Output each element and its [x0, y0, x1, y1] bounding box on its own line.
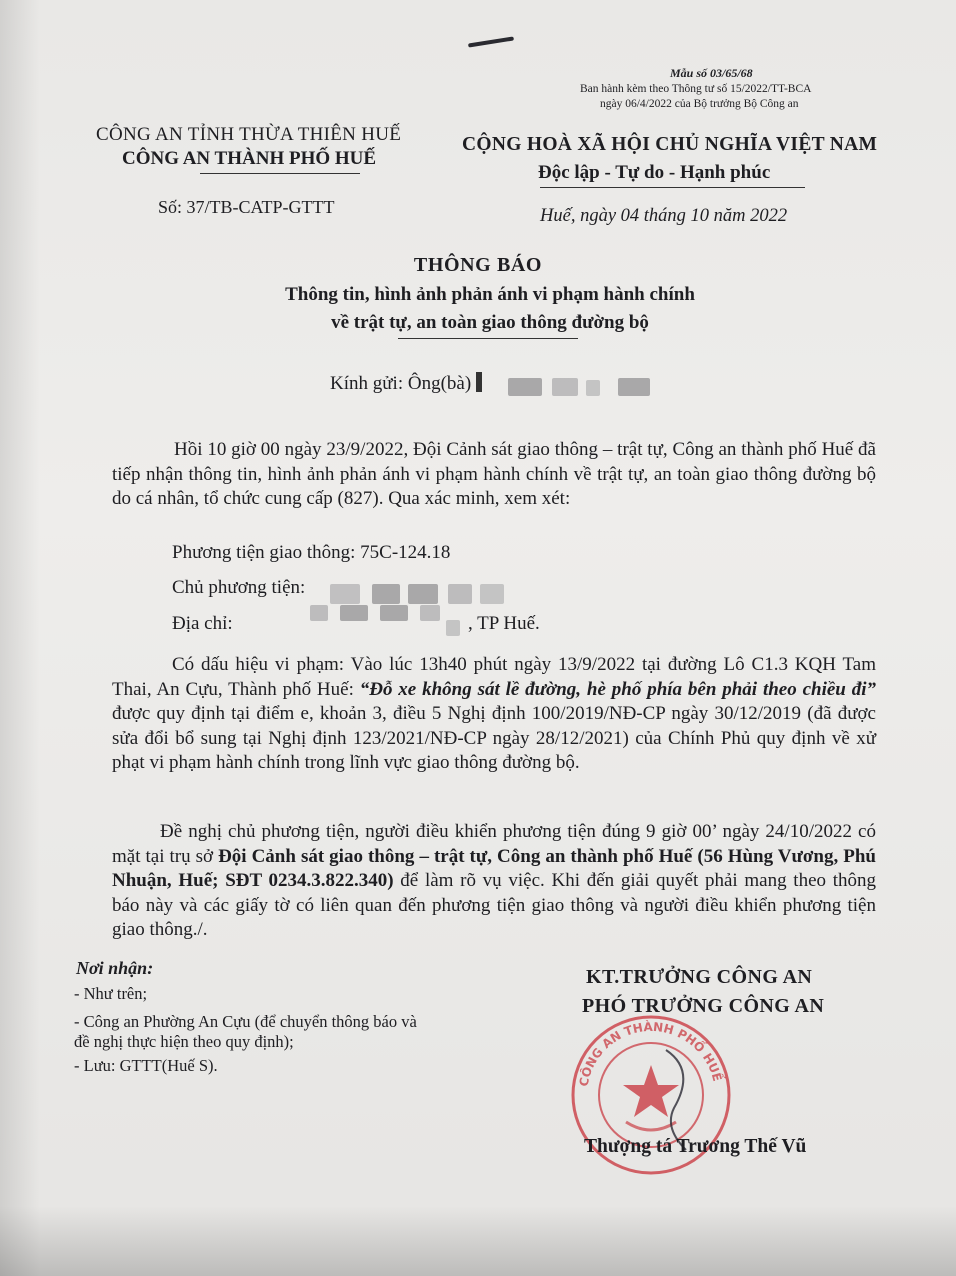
recipient-item: - Như trên;: [74, 984, 148, 1003]
violation-quote: “Đỗ xe không sát lề đường, hè phố phía bên phải theo chiều đi”: [359, 678, 876, 700]
greeting-line: [330, 372, 482, 395]
seal-text: CÔNG AN THÀNH PHỐ HUẾ: [576, 1019, 725, 1088]
motto-underline: [540, 187, 805, 188]
redaction-blur: [372, 584, 400, 604]
issuer-unit: CÔNG AN THÀNH PHỐ HUẾ: [122, 148, 377, 169]
paragraph-request: [112, 820, 876, 943]
seal-emblem-arc-icon: [626, 1122, 676, 1130]
redaction-blur: [310, 605, 328, 621]
request-text-a: Đề nghị chủ phương tiện, người điều khiển phương tiện đúng 9 giờ 00’ ngày 24/10/2022 có mặt tại trụ sở: [112, 821, 876, 867]
national-motto: Độc lập - Tự do - Hạnh phúc: [538, 162, 771, 183]
form-reference: [580, 82, 811, 112]
paragraph-intake: Hồi 10 giờ 00 ngày 23/9/2022, Đội Cảnh sát giao thông – trật tự, Công an thành phố Huế đã tiếp nhận thông tin, hình ảnh phản ánh vi phạm hành chính về trật tự, an toàn giao thông đường bộ do cá nhân, tổ chức cung cấp (827). Qua xác minh, xem xét:: [112, 439, 876, 509]
signature-title-1: KT.TRƯỞNG CÔNG AN: [586, 966, 813, 988]
violation-text-b: được quy định tại điểm e, khoản 3, điều 5 Nghị định 100/2019/NĐ-CP ngày 30/12/2019 (đã được sửa đổi bổ sung tại Nghị định 123/2021/NĐ-CP ngày 28/12/2021) của Chính Phủ quy định về xử phạt vi phạm hành chính trong lĩnh vực giao thông đường bộ.: [112, 703, 876, 773]
signer-name: Thượng tá Trương Thế Vũ: [584, 1136, 807, 1157]
redaction-blur: [480, 584, 504, 604]
redaction-blur: [508, 378, 542, 396]
document-date: Huế, ngày 04 tháng 10 năm 2022: [540, 206, 788, 226]
form-reference-line-2: ngày 06/4/2022 của Bộ trưởng Bộ Công an: [600, 98, 799, 110]
recipient-item: - Công an Phường An Cựu (để chuyển thông báo và: [74, 1012, 417, 1031]
seal-star-icon: [623, 1065, 679, 1117]
document-title: THÔNG BÁO: [413, 254, 543, 276]
address-label: Địa chỉ:: [172, 613, 233, 634]
greeting-text: Kính gửi: Ông(bà): [330, 373, 476, 394]
recipients-title: Nơi nhận:: [76, 958, 154, 978]
page-shadow-left: [0, 0, 40, 1276]
cursor-mark: [476, 372, 482, 392]
document-subtitle-1: Thông tin, hình ảnh phản ánh vi phạm hành chính: [285, 284, 695, 305]
subtitle-underline: [398, 338, 578, 339]
issuer-underline: [200, 173, 360, 174]
vehicle-plate-line: Phương tiện giao thông: 75C-124.18: [172, 542, 451, 563]
document-subtitle-2: về trật tự, an toàn giao thông đường bộ: [331, 312, 649, 333]
issuer-parent-org: CÔNG AN TỈNH THỪA THIÊN HUẾ: [96, 124, 402, 145]
redaction-blur: [446, 620, 460, 636]
form-number: Mẫu số 03/65/68: [670, 66, 753, 80]
recipient-item-continued: đề nghị thực hiện theo quy định);: [74, 1032, 294, 1051]
violation-text-a: Có dấu hiệu vi phạm: Vào lúc 13h40 phút ngày 13/9/2022 tại đường Lô C1.3 KQH Tam Thai, An Cựu, Thành phố Huế:: [112, 654, 876, 700]
redaction-blur: [330, 584, 360, 604]
signature-title-2: PHÓ TRƯỞNG CÔNG AN: [582, 995, 825, 1017]
redaction-blur: [552, 378, 578, 396]
document-number: Số: 37/TB-CATP-GTTT: [158, 197, 335, 217]
redaction-blur: [586, 380, 600, 396]
redaction-blur: [340, 605, 368, 621]
owner-label: Chủ phương tiện:: [172, 577, 306, 598]
redaction-blur: [448, 584, 472, 604]
recipient-item: - Lưu: GTTT(Huế S).: [74, 1056, 218, 1075]
redaction-blur: [408, 584, 438, 604]
redaction-blur: [380, 605, 408, 621]
national-name: CỘNG HOÀ XÃ HỘI CHỦ NGHĨA VIỆT NAM: [462, 134, 878, 155]
redaction-blur: [420, 605, 440, 621]
paragraph-violation: [112, 653, 876, 776]
form-reference-line-1: Ban hành kèm theo Thông tư số 15/2022/TT-BCA: [580, 83, 812, 95]
pen-stroke-mark: [468, 36, 514, 47]
redaction-blur: [618, 378, 650, 396]
address-city: , TP Huế.: [468, 613, 540, 634]
request-text-b: để làm rõ vụ việc. Khi đến giải quyết phải mang theo thông báo này và các giấy tờ có liên quan đến phương tiện giao thông và người điều khiển phương tiện giao thông./.: [112, 870, 876, 940]
page-shadow-bottom: [0, 1206, 956, 1276]
request-office-bold: Đội Cảnh sát giao thông – trật tự, Công an thành phố Huế (56 Hùng Vương, Phú Nhuận, Huế; SĐT 0234.3.822.340): [112, 845, 877, 891]
